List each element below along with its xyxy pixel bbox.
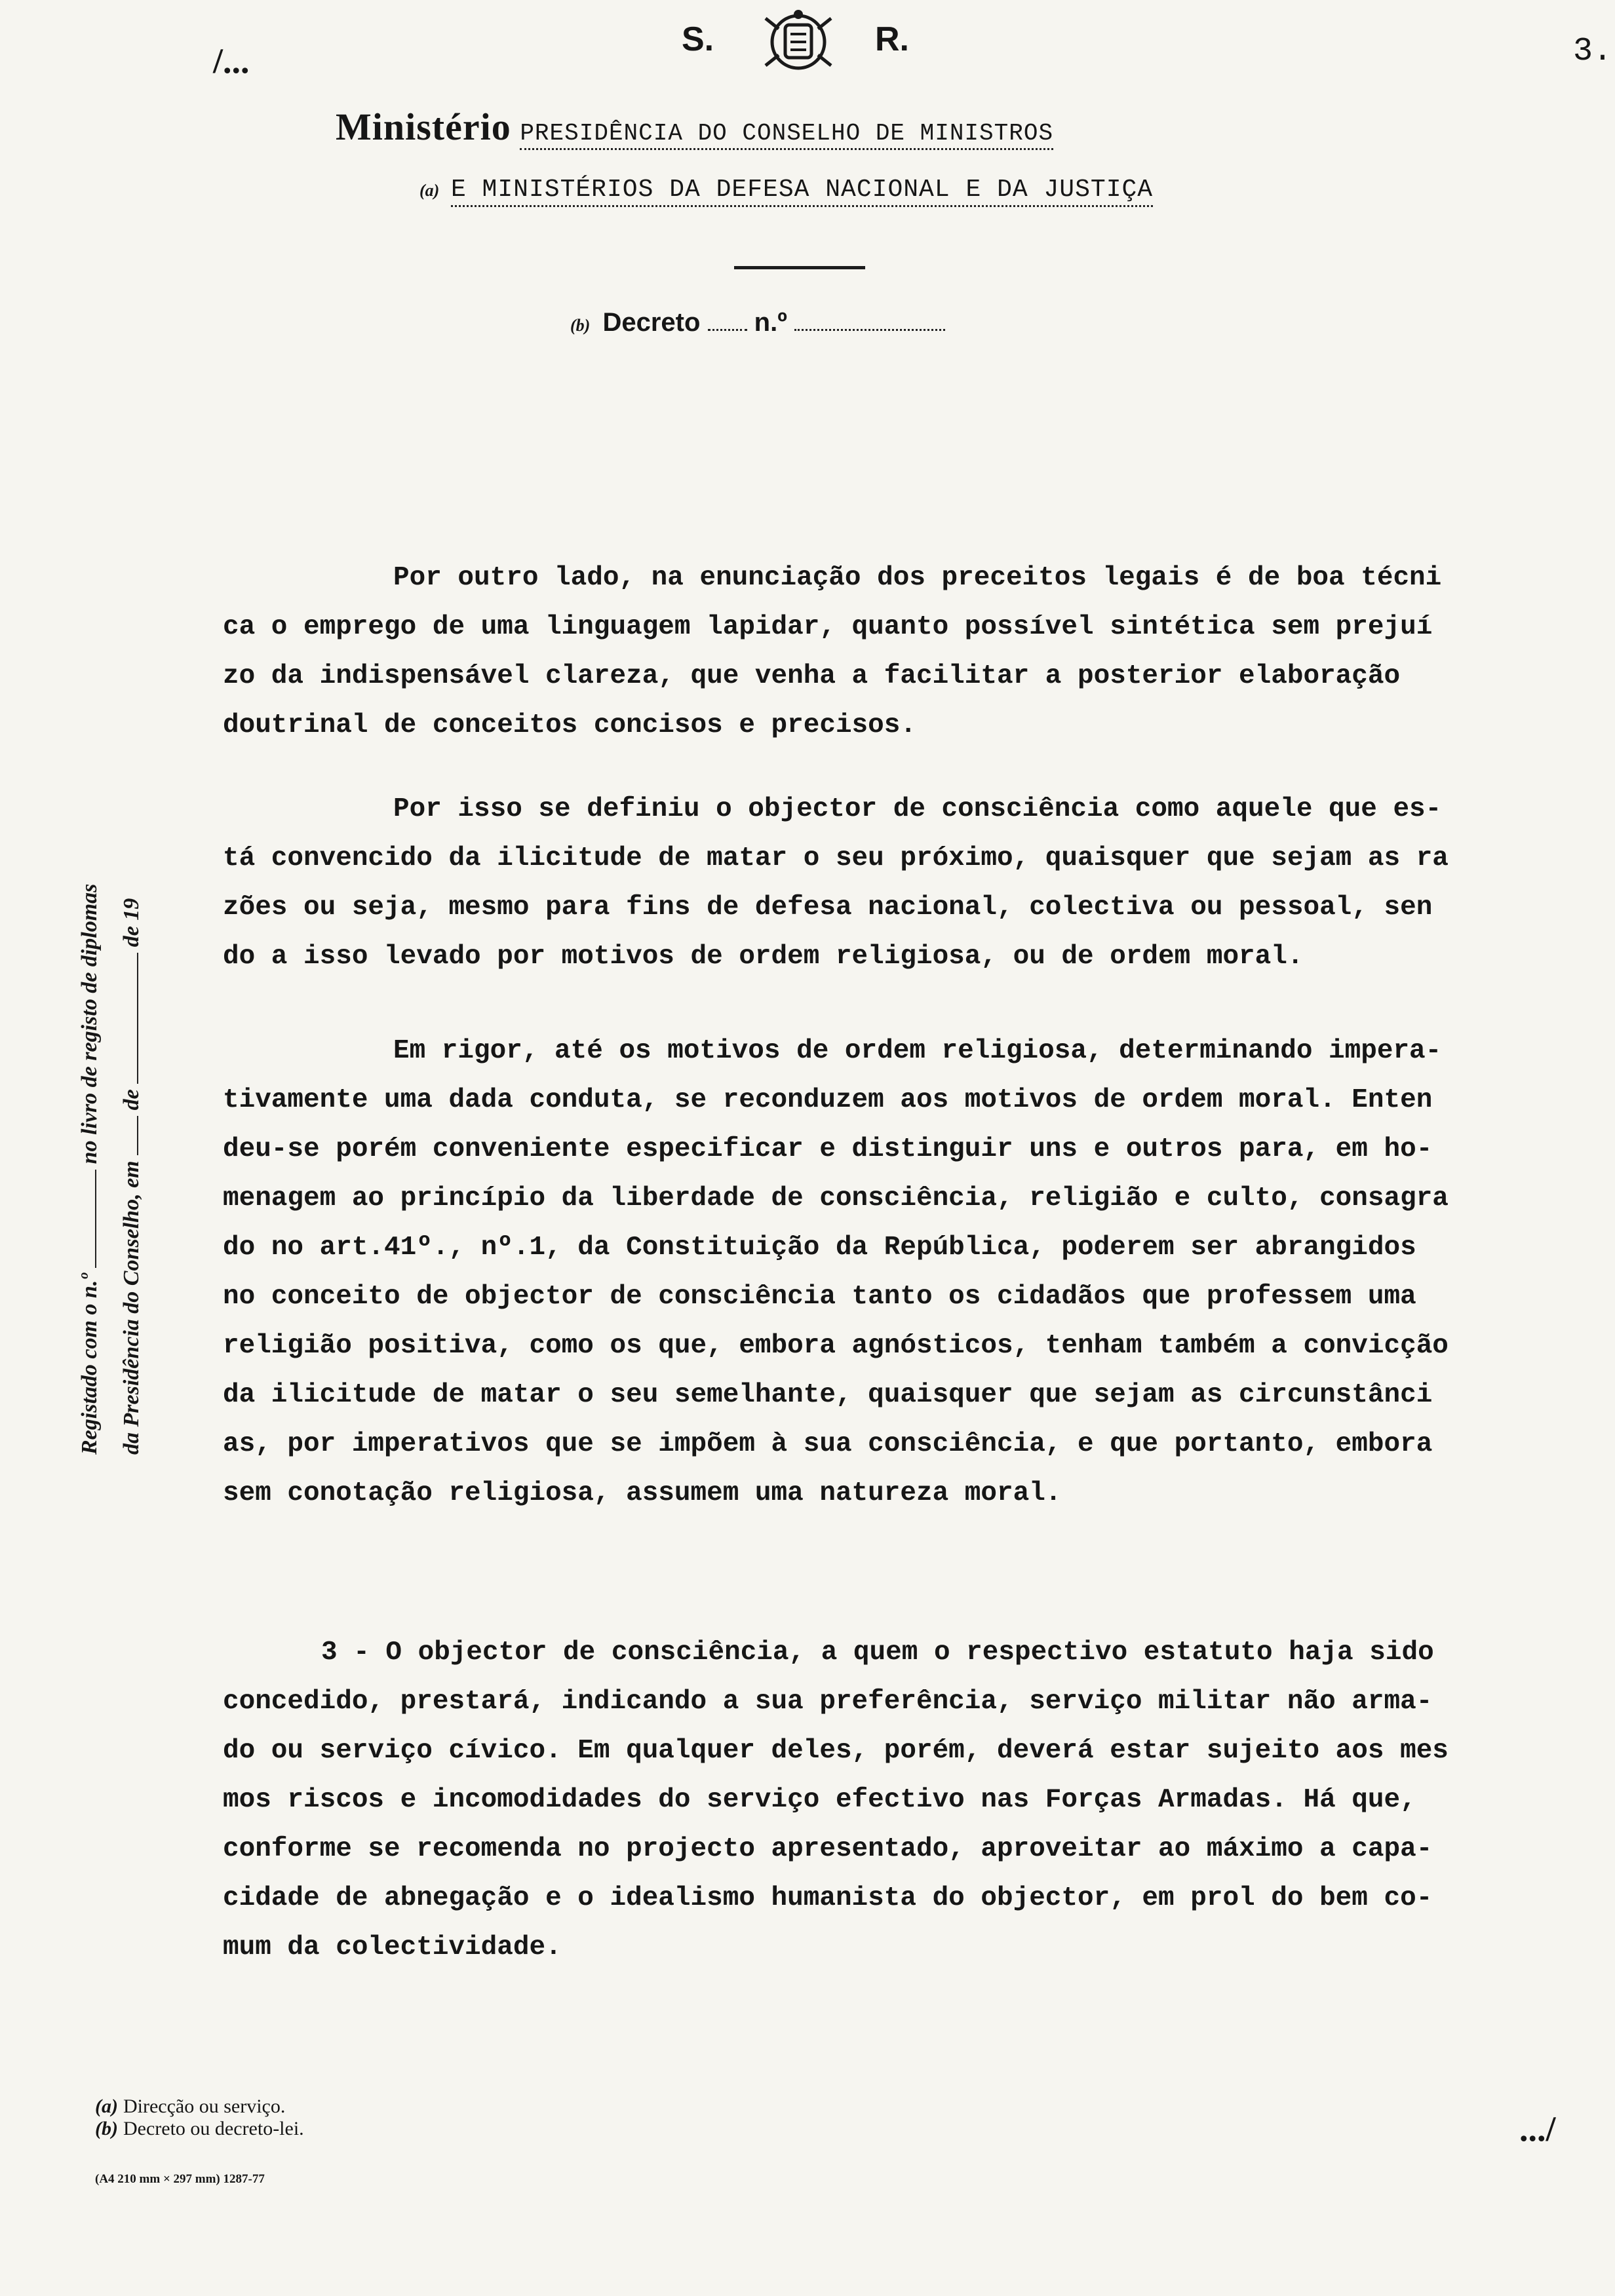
page-number: 3. [1573,33,1613,70]
registry-line-2 [111,537,153,1455]
footer-notes [95,2095,304,2140]
number-blank [794,309,945,331]
registry-text-book: no livro de registo de diplomas [77,883,102,1164]
registry-text-of: de [119,1089,144,1111]
ministries-line [419,176,1153,204]
registry-line-1 [69,537,111,1455]
registry-text-date: da Presidência do Conselho, em [119,1160,144,1455]
text-line: Em rigor, até os motivos de ordem religiosa, determinando impera- [393,1036,1442,1066]
text-line: da ilicitude de matar o seu semelhante, quaisquer que sejam as circunstânci [223,1380,1433,1410]
registry-text-year: de 19 [119,898,144,947]
text-line: do ou serviço cívico. Em qualquer deles, porém, deverá estar sujeito aos mes [223,1736,1449,1766]
registry-text-number: Registado com o n.º [77,1273,102,1455]
coat-of-arms-icon [752,5,844,79]
text-line: deu-se porém conveniente especificar e distinguir uns e outros para, em ho- [223,1134,1433,1164]
text-line: tivamente uma dada conduta, se reconduzem aos motivos de ordem moral. Enten [223,1085,1433,1115]
header-letter-s: S. [682,20,714,58]
text-line: cidade de abnegação e o idealismo humanista do objector, em prol do bem co- [223,1883,1433,1913]
ministry-struck-word: Ministério [336,105,511,148]
format-code: (A4 210 mm × 297 mm) 1287-77 [95,2172,265,2186]
header-divider [734,266,865,269]
decree-label: Decreto [602,308,701,337]
number-label: n.º [754,308,787,337]
footer-note-b [95,2118,304,2140]
text-line: sem conotação religiosa, assumem uma natureza moral. [223,1478,1062,1508]
registry-blank [78,1170,96,1268]
text-line: menagem ao princípio da liberdade de consciência, religião e culto, consagra [223,1183,1449,1214]
note-a-marker: (a) [419,181,440,200]
footer-note-b-marker: (b) [95,2118,118,2139]
footer-note-a [95,2095,304,2118]
registry-stamp [69,537,153,1455]
header-letter-r: R. [875,20,909,58]
registry-blank [120,1116,138,1155]
text-line: no conceito de objector de consciência tanto os cidadãos que professem uma [223,1282,1416,1312]
text-line: Por outro lado, na enunciação dos preceitos legais é de boa técni [393,563,1442,593]
continuation-marker-bottom: .../ [1519,2109,1556,2149]
text-line: as, por imperativos que se impõem à sua consciência, e que portanto, embora [223,1429,1433,1459]
paragraph-2 [223,785,1599,982]
ministry-line [336,105,1053,149]
paragraph-1 [223,554,1599,750]
paragraph-4 [223,1628,1599,1972]
footer-note-b-text: Decreto ou decreto-lei. [123,2118,304,2139]
text-line: conforme se recomenda no projecto apresentado, aproveitar ao máximo a capa- [223,1834,1433,1864]
ministries-name: E MINISTÉRIOS DA DEFESA NACIONAL E DA JUSTIÇA [451,176,1153,207]
footer-note-a-marker: (a) [95,2095,118,2117]
ministry-name: PRESIDÊNCIA DO CONSELHO DE MINISTROS [520,120,1053,150]
text-line: Por isso se definiu o objector de consciência como aquele que es- [393,794,1442,824]
text-line: tá convencido da ilicitude de matar o seu próximo, quaisquer que sejam as ra [223,843,1449,873]
continuation-marker-top: /... [213,41,250,81]
text-line: mum da colectividade. [223,1932,562,1962]
text-line: mos riscos e incomodidades do serviço efectivo nas Forças Armadas. Há que, [223,1785,1416,1815]
text-line: 3 - O objector de consciência, a quem o respectivo estatuto haja sido [321,1637,1434,1668]
footer-note-a-text: Direcção ou serviço. [123,2095,286,2117]
text-line: do no art.41º., nº.1, da Constituição da República, poderem ser abrangidos [223,1233,1416,1263]
decree-blank [708,309,747,331]
text-line: zões ou seja, mesmo para fins de defesa nacional, colectiva ou pessoal, sen [223,892,1433,923]
note-b-marker: (b) [570,316,591,335]
paragraph-3 [223,1027,1599,1518]
text-line: zo da indispensável clareza, que venha a facilitar a posterior elaboração [223,661,1401,691]
text-line: religião positiva, como os que, embora agnósticos, tenham também a convicção [223,1331,1449,1361]
text-line: doutrinal de conceitos concisos e precisos. [223,710,916,740]
text-line: concedido, prestará, indicando a sua preferência, serviço militar não arma- [223,1687,1433,1717]
text-line: ca o emprego de uma linguagem lapidar, quanto possível sintética sem prejuí [223,612,1433,642]
registry-blank [120,953,138,1084]
decree-line [570,308,945,337]
text-line: do a isso levado por motivos de ordem religiosa, ou de ordem moral. [223,942,1304,972]
